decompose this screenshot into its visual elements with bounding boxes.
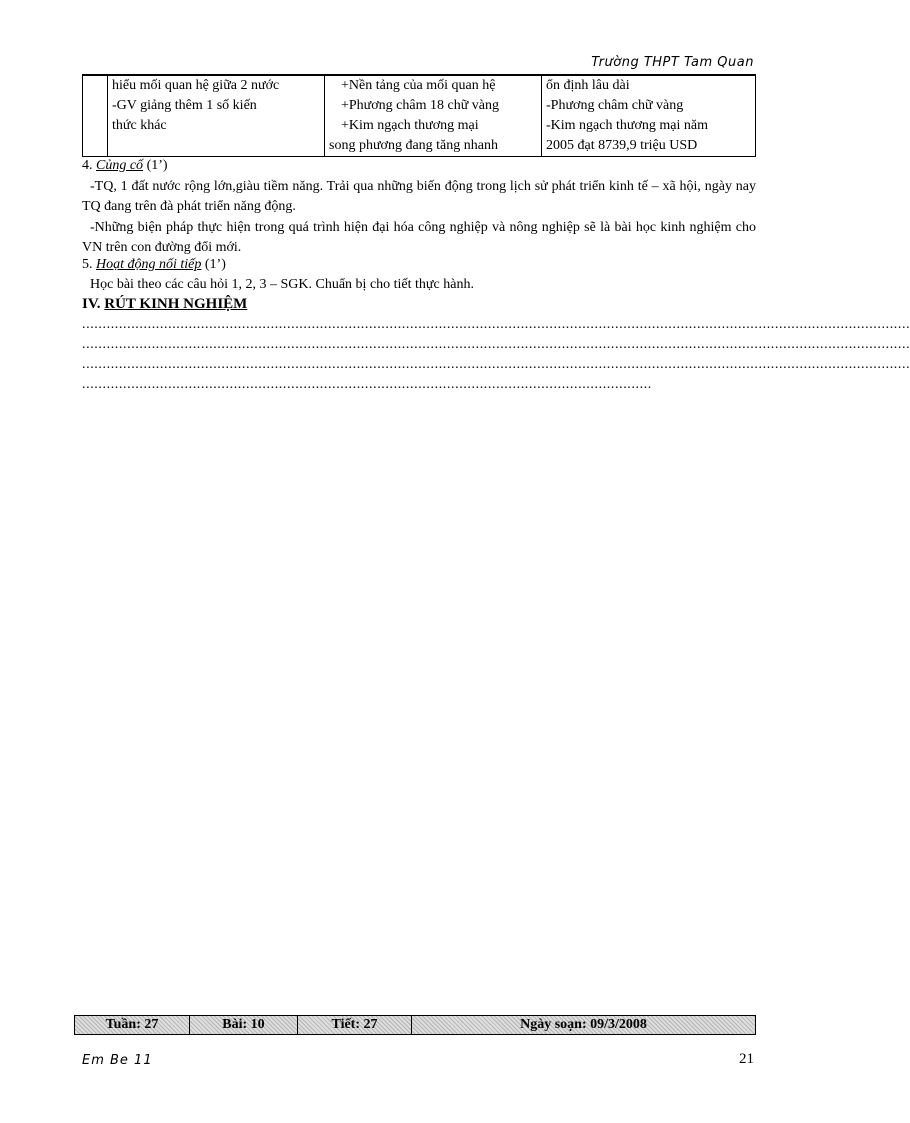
footer-author: Em Be 11 — [82, 1053, 153, 1068]
section-5-heading — [82, 255, 756, 275]
dotted-line-3: .......................................................................................................................................................................................................... — [82, 357, 910, 372]
section-5-title: Hoạt động nối tiếp — [96, 257, 202, 272]
section-iv-title: RÚT KINH NGHIỆM — [104, 296, 248, 312]
table-cell-activity — [108, 76, 325, 157]
table-line: +Kim ngạch thương mại — [341, 118, 479, 133]
section-4-heading — [82, 156, 756, 176]
table-line: +Nền tảng của mối quan hệ — [341, 78, 496, 93]
school-name: Trường THPT Tam Quan — [591, 55, 754, 70]
table-line: +Phương châm 18 chữ vàng — [341, 98, 500, 113]
lesson-info-bar — [74, 1015, 756, 1035]
week-cell: Tuần: 27 — [75, 1016, 190, 1034]
page-number: 21 — [739, 1051, 754, 1067]
period-cell: Tiết: 27 — [298, 1016, 412, 1034]
table-cell-empty — [83, 76, 108, 157]
table-line: -GV giảng thêm 1 số kiến — [112, 98, 257, 113]
section-4-title: Củng cố — [96, 158, 144, 173]
section-4-time: (1’) — [143, 158, 168, 173]
continuation-table — [82, 75, 756, 157]
section-4-number: 4. — [82, 158, 96, 173]
section-5-time: (1’) — [201, 257, 226, 272]
section-5-paragraph-1: Học bài theo các câu hỏi 1, 2, 3 – SGK. Chuẩn bị cho tiết thực hành. — [90, 277, 474, 292]
table-line: -Kim ngạch thương mại năm — [546, 118, 708, 133]
section-iv-number: IV. — [82, 296, 105, 312]
table-line: ổn định lâu dài — [546, 78, 630, 93]
dotted-line-4: ........................................................................................................................................... — [82, 377, 652, 392]
dotted-line-1: .......................................................................................................................................................................................................... — [82, 317, 910, 332]
table-line: song phương đang tăng nhanh — [329, 138, 498, 153]
table-line: hiểu mối quan hệ giữa 2 nước — [112, 78, 280, 93]
section-5-number: 5. — [82, 257, 96, 272]
dotted-line-2: .......................................................................................................................................................................................................... — [82, 337, 910, 352]
table-line: thức khác — [112, 118, 167, 133]
table-line: -Phương châm chữ vàng — [546, 98, 684, 113]
section-iv-heading — [82, 294, 756, 314]
table-cell-result — [542, 76, 756, 157]
table-row — [83, 76, 756, 157]
section-4-paragraph-2: -Những biện pháp thực hiện trong quá trình hiện đại hóa công nghiệp và nông nghiệp sẽ là bài học kinh nghiệm cho VN trên con đường đổi mới. — [82, 220, 756, 255]
section-4-paragraph-1: -TQ, 1 đất nước rộng lớn,giàu tiềm năng. Trải qua những biến động trong lịch sử phát triển kinh tế – xã hội, ngày nay TQ đang trên đà phát triển năng động. — [82, 179, 756, 214]
table-line: 2005 đạt 8739,9 triệu USD — [546, 138, 698, 153]
table-cell-content — [325, 76, 542, 157]
prepared-date-cell: Ngày soạn: 09/3/2008 — [520, 1017, 647, 1032]
lesson-cell: Bài: 10 — [190, 1016, 298, 1034]
